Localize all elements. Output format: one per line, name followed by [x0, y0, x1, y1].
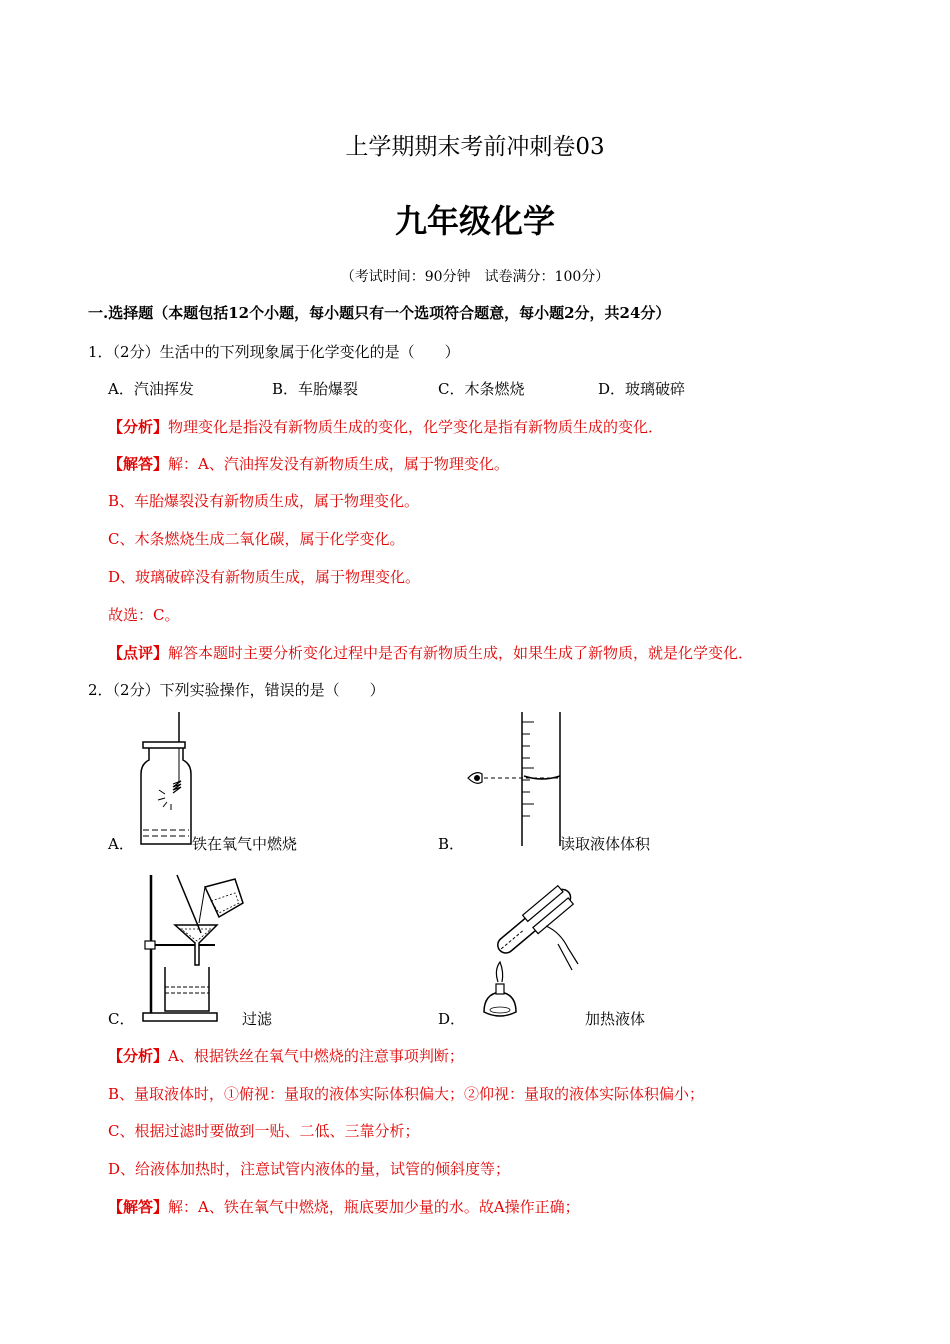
filtration-figure [135, 873, 265, 1025]
q2-option-d-letter: D． [438, 1010, 466, 1028]
analysis-tag: 【分析】 [108, 1047, 169, 1065]
answer-line: C、木条燃烧生成二氧化碳，属于化学变化。 [108, 530, 405, 548]
exam-info: （考试时间：90分钟 试卷满分：100分） [340, 269, 610, 285]
question-2-stem: 2．（2分）下列实验操作，错误的是（ ） [88, 681, 385, 699]
q1-comment [108, 642, 753, 663]
analysis-tag: 【分析】 [108, 418, 169, 436]
q2-option-d-caption: 加热液体 [585, 1010, 646, 1028]
graduated-cylinder-figure [462, 710, 568, 848]
analysis-line: D、给液体加热时，注意试管内液体的量，试管的倾斜度等； [108, 1160, 511, 1178]
q2-option-a-letter: A． [108, 835, 134, 853]
heating-liquid-figure [468, 878, 586, 1028]
answer-tag: 【解答】 [108, 455, 169, 473]
paper-title: 上学期期末考前冲刺卷03 [345, 134, 605, 160]
analysis-line: A、根据铁丝在氧气中燃烧的注意事项判断； [168, 1047, 464, 1065]
answer-line: D、玻璃破碎没有新物质生成，属于物理变化。 [108, 568, 421, 586]
q1-answer [108, 453, 509, 474]
answer-line: 故选：C。 [108, 606, 180, 624]
paper-subject: 九年级化学 [394, 202, 555, 240]
question-1-stem: 1．（2分）生活中的下列现象属于化学变化的是（ ） [88, 343, 460, 361]
comment-tag: 【点评】 [108, 644, 169, 662]
q1-option-d: D．玻璃破碎 [598, 380, 686, 398]
q2-option-c-letter: C． [108, 1010, 135, 1028]
q1-option-a: A．汽油挥发 [108, 380, 194, 398]
q1-analysis [108, 416, 663, 437]
answer-tag: 【解答】 [108, 1198, 169, 1216]
q2-option-b-caption: 读取液体体积 [560, 835, 651, 853]
analysis-line: C、根据过滤时要做到一贴、二低、三靠分析； [108, 1122, 420, 1140]
q2-option-a-caption: 铁在氧气中燃烧 [192, 835, 298, 853]
answer-line: 解：A、汽油挥发没有新物质生成，属于物理变化。 [168, 455, 509, 473]
q2-analysis [108, 1045, 464, 1066]
answer-line: 解：A、铁在氧气中燃烧，瓶底要加少量的水。故A操作正确； [168, 1198, 580, 1216]
q2-option-b-letter: B． [438, 835, 465, 853]
answer-line: B、车胎爆裂没有新物质生成，属于物理变化。 [108, 492, 420, 510]
q1-option-c: C．木条燃烧 [438, 380, 525, 398]
gas-jar-figure [135, 712, 205, 848]
analysis-text: 物理变化是指没有新物质生成的变化，化学变化是指有新物质生成的变化． [168, 418, 664, 436]
comment-text: 解答本题时主要分析变化过程中是否有新物质生成，如果生成了新物质，就是化学变化． [168, 644, 754, 662]
q2-answer [108, 1196, 580, 1217]
section-heading: 一.选择题（本题包括12个小题，每小题只有一个选项符合题意，每小题2分，共24分） [88, 304, 671, 322]
q2-option-c-caption: 过滤 [242, 1010, 273, 1028]
analysis-line: B、量取液体时，①俯视：量取的液体实际体积偏大；②仰视：量取的液体实际体积偏小； [108, 1085, 705, 1103]
q1-option-b: B．车胎爆裂 [272, 380, 359, 398]
